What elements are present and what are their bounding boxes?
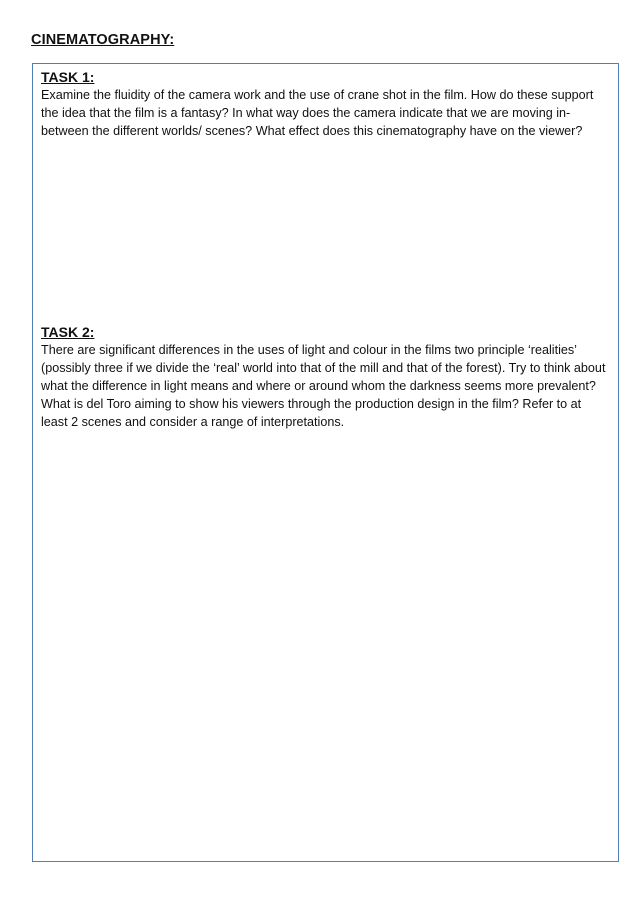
task-2-title: TASK 2: bbox=[41, 324, 95, 340]
task-2-section bbox=[41, 323, 611, 431]
task-1-section bbox=[41, 68, 611, 140]
page-title: CINEMATOGRAPHY: bbox=[31, 32, 175, 48]
task-2-prompt: There are significant differences in the uses of light and colour in the films two principle ‘realities’ (possibly three if we divide the ‘real’ world into that of the mill and that of the forest). Try to think about what the difference in light means and where or around whom the darkness seems more prevalent? What is del Toro aiming to show his viewers through the production design in the film? Refer to at least 2 scenes and consider a range of interpretations. bbox=[41, 343, 606, 429]
task-1-prompt: Examine the fluidity of the camera work and the use of crane shot in the film. How do these support the idea that the film is a fantasy? In what way does the camera indicate that we are moving in-between the different worlds/ scenes? What effect does this cinematography have on the viewer? bbox=[41, 88, 594, 138]
task-1-title: TASK 1: bbox=[41, 69, 95, 85]
task-box bbox=[32, 63, 619, 862]
